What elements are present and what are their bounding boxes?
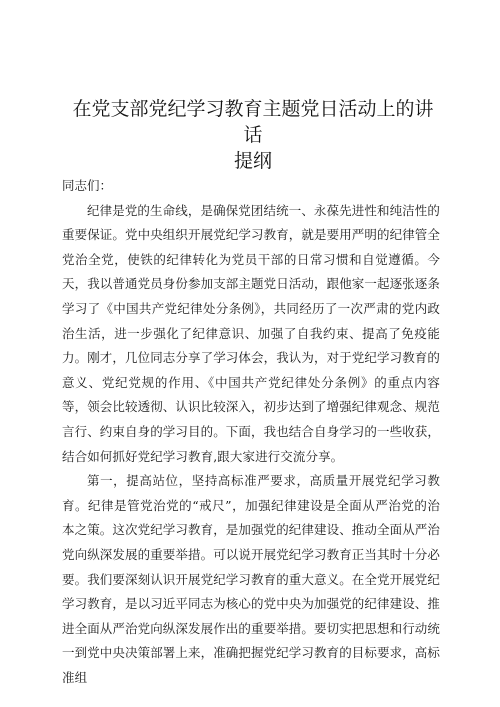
paragraph-1: 纪律是党的生命线，是确保党团结统一、永葆先进性和纯洁性的重要保证。党中央组织开展党纪学习教育，就是要用严明的纪律管全党治全党，使铁的纪律转化为党员干部的日常习惯和自觉遵循。今天，我以普通党员身份参加支部主题党日活动，跟他家一起逐张逐条学习了《中国共产党纪律处分条例》，共同经历了一次严肃的党内政治生活，进一步强化了纪律意识、加强了自我约束、提高了免疫能力。刚才，几位同志分享了学习体会，我认为，对于党纪学习教育的意义、党纪党规的作用、《中国共产党纪律处分条例》的重点内容等，领会比较透彻、认识比较深入，初步达到了增强纪律观念、规范言行、约束自身的学习目的。下面，我也结合自身学习的一些收获，结合如何抓好党纪学习教育,跟大家进行交流分享。 xyxy=(62,202,441,464)
salutation: 同志们： xyxy=(62,178,113,193)
document-title xyxy=(62,96,440,174)
title-line-2: 提纲 xyxy=(233,150,272,172)
paragraph-2: 第一，提高站位，坚持高标准严要求，高质量开展党纪学习教育。纪律是管党治党的“戒尺”，加强纪律建设是全面从严治党的治本之策。这次党纪学习教育，是加强党的纪律建设、推动全面从严治党向纵深发展的重要举措。可以说开展党纪学习教育正当其时十分必要。我们要深刻认识开展党纪学习教育的重大意义。在全党开展党纪学习教育，是以习近平同志为核心的党中央为加强党的纪律建设、推进全面从严治党向纵深发展作出的重要举措。要切实把思想和行动统一到党中央决策部署上来，准确把握党纪学习教育的目标要求，高标准组 xyxy=(62,473,441,685)
title-line-1: 在党支部党纪学习教育主题党日活动上的讲话 xyxy=(72,98,434,146)
